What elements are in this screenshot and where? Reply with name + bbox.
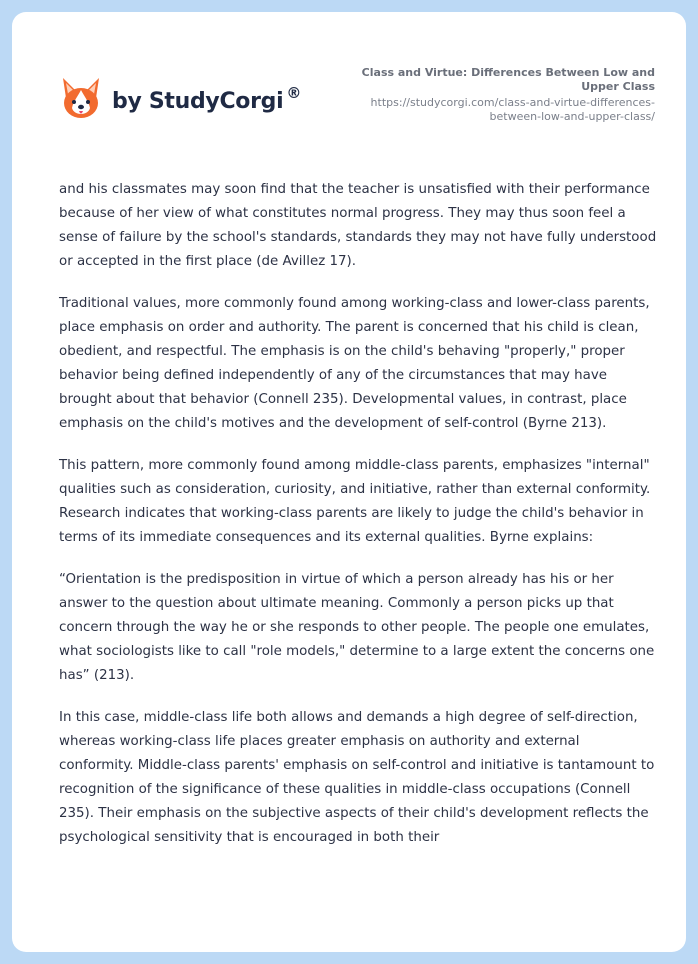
document-meta xyxy=(325,66,655,124)
document-page xyxy=(12,12,686,952)
document-title: Class and Virtue: Differences Between Low and Upper Class xyxy=(361,66,655,93)
document-url[interactable]: https://studycorgi.com/class-and-virtue-differences-between-low-and-upper-class/ xyxy=(370,96,655,123)
brand-name xyxy=(112,83,302,114)
page-header xyxy=(12,12,686,162)
brand-name-text: by StudyCorgi xyxy=(112,88,284,114)
paragraph: and his classmates may soon find that the teacher is unsatisfied with their performance because of her view of what constitutes normal progress. They may thus soon feel a sense of failure by the school's standards, standards they may not have fully understood or accepted in the first place (de Avillez 17). xyxy=(59,182,657,269)
registered-mark: ® xyxy=(286,83,302,102)
block-quote-paragraph: “Orientation is the predisposition in virtue of which a person already has his or her answer to the question about ultimate meaning. Commonly a person picks up that concern through the way he or she responds to other people. The people one emulates, what sociologists like to call "role models," determine to a large extent the concerns one has” (213). xyxy=(59,572,655,683)
paragraph: In this case, middle-class life both allows and demands a high degree of self-direction, whereas working-class life places greater emphasis on authority and external conformity. Middle-class parents' emphasis on self-control and initiative is tantamount to recognition of the significance of these qualities in middle-class occupations (Connell 235). Their emphasis on the subjective aspects of their child's development reflects the psychological sensitivity that is encouraged in both their xyxy=(59,710,655,845)
paragraph: Traditional values, more commonly found among working-class and lower-class parents, place emphasis on order and authority. The parent is concerned that his child is clean, obedient, and respectful. The emphasis is on the child's behaving "properly," proper behavior being defined independently of any of the circumstances that may have brought about that behavior (Connell 235). Developmental values, in contrast, place emphasis on the child's motives and the development of self-control (Byrne 213). xyxy=(59,296,650,431)
paragraph: This pattern, more commonly found among middle-class parents, emphasizes "internal" qualities such as consideration, curiosity, and initiative, rather than external conformity. Research indicates that working-class parents are likely to judge the child's behavior in terms of its immediate consequences and its external qualities. Byrne explains: xyxy=(59,458,651,545)
essay-body xyxy=(59,178,657,868)
corgi-logo-icon xyxy=(60,76,102,122)
studycorgi-logo[interactable] xyxy=(60,76,301,122)
